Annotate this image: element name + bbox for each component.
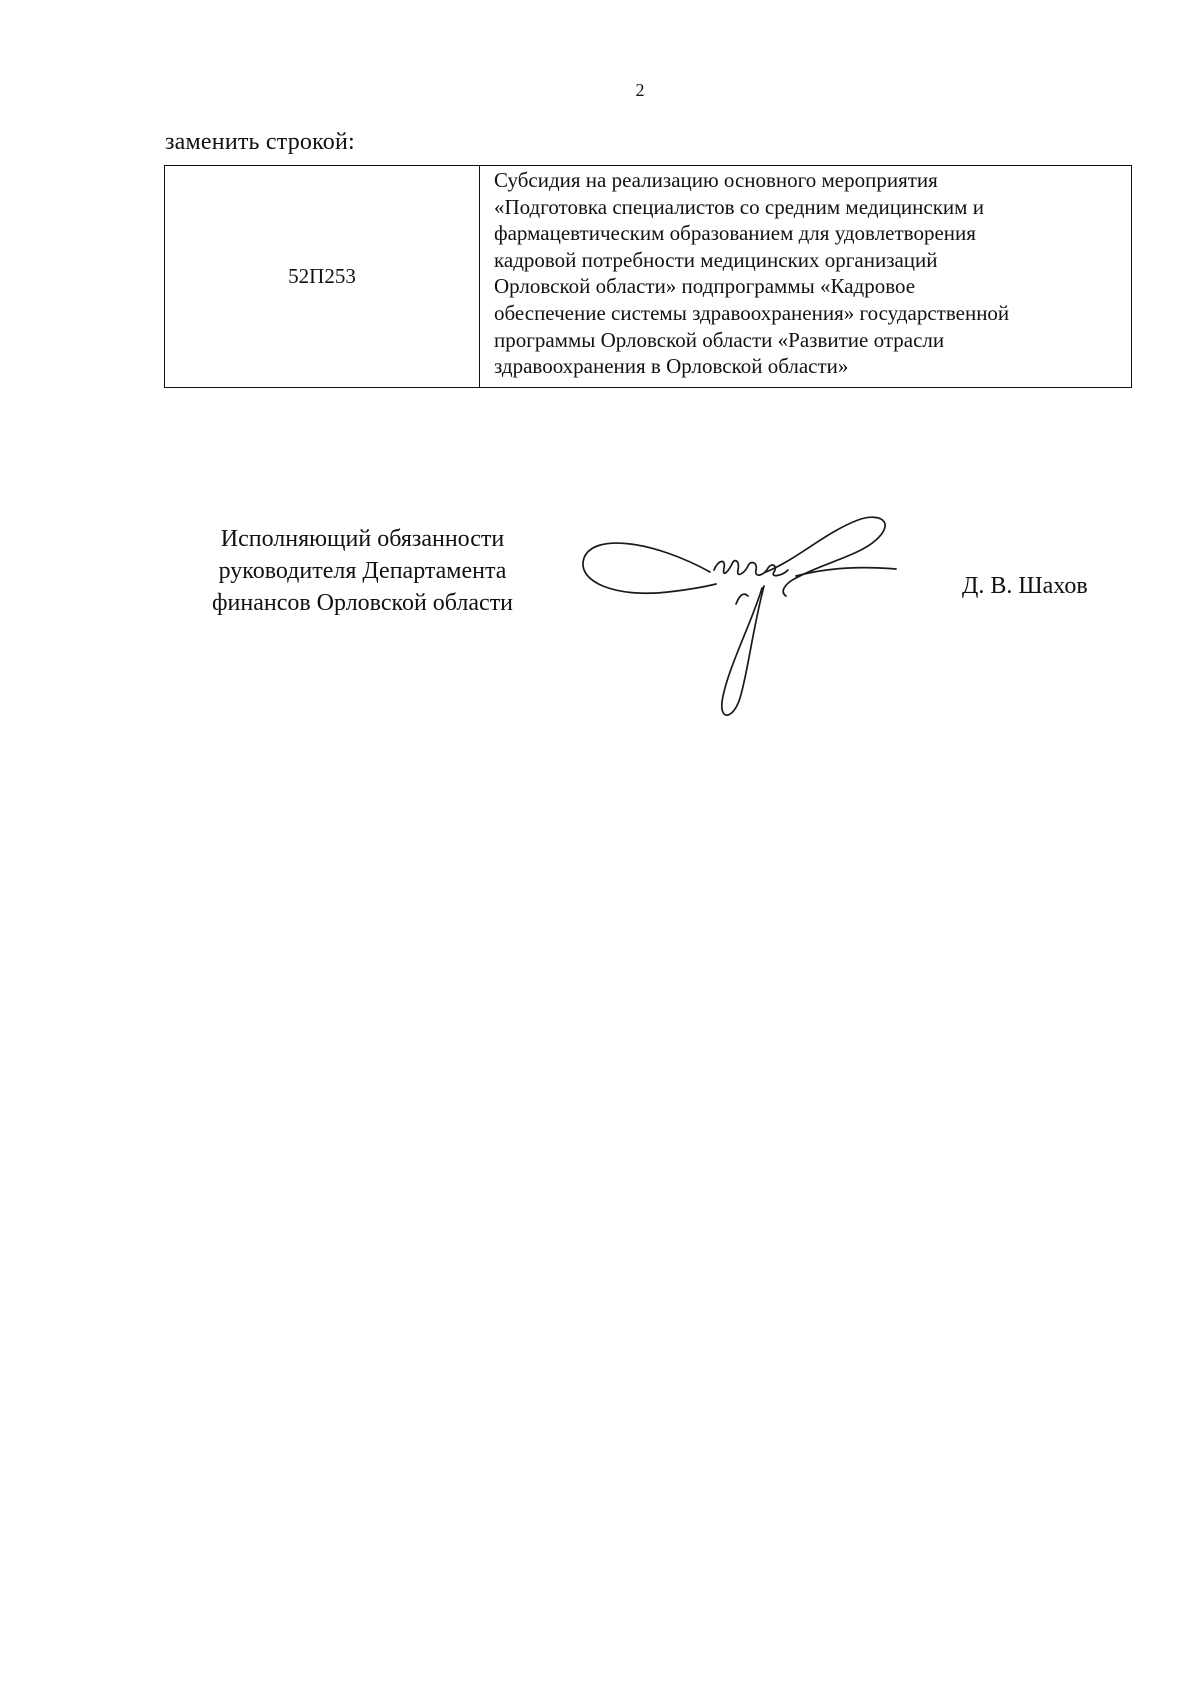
budget-code-cell: 52П253 [165, 166, 480, 388]
description-line: Субсидия на реализацию основного мероприятия [494, 168, 938, 192]
signatory-title-line: финансов Орловской области [211, 590, 514, 616]
description-line: здравоохранения в Орловской области» [494, 354, 849, 379]
description-cell [480, 166, 1132, 388]
signatory-title-line: Исполняющий обязанности [220, 526, 505, 552]
signature-icon [576, 512, 926, 732]
page-number: 2 [635, 80, 645, 100]
description-line: программы Орловской области «Развитие отрасли [494, 327, 945, 352]
description-line: обеспечение системы здравоохранения» государственной [494, 300, 1010, 325]
description-line: Орловской области» подпрограммы «Кадровое [494, 274, 916, 299]
description-line: «Подготовка специалистов со средним медицинским и [494, 194, 984, 219]
intro-text: заменить строкой: [165, 129, 355, 155]
table-row [165, 166, 1132, 388]
description-line: фармацевтическим образованием для удовлетворения [494, 221, 976, 246]
signatory-title-line: руководителя Департамента [218, 558, 507, 584]
replacement-row-table [164, 165, 1132, 388]
signer-name: Д. В. Шахов [962, 573, 1088, 599]
description-line: кадровой потребности медицинских организаций [494, 247, 938, 272]
signatory-title [170, 523, 555, 619]
